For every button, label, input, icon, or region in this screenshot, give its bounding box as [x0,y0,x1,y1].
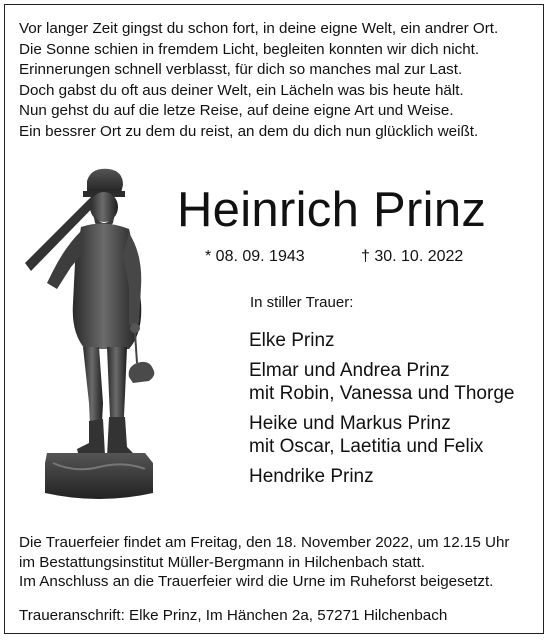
family-member-line: Heike und Markus Prinz [249,413,451,434]
poem-line: Vor langer Zeit gingst du schon fort, in deine eigne Welt, ein andrer Ort. [19,20,499,37]
family-member [249,329,549,352]
family-member-line: Elke Prinz [249,330,335,351]
poem [19,19,539,142]
family-member-line: Hendrike Prinz [249,466,374,487]
notice-line: Im Anschluss an die Trauerfeier wird die Urne im Ruheforst beigesetzt. [19,573,494,590]
notice-line: im Bestattungsinstitut Müller-Bergmann in Hilchenbach statt. [19,553,426,571]
mourning-label: In stiller Trauer: [250,294,354,311]
obituary-card [4,4,544,634]
mourning-address: Traueranschrift: Elke Prinz, Im Hänchen 2a, 57271 Hilchenbach [19,607,448,624]
poem-line: Ein bessrer Ort zu dem du reist, an dem du dich nun glücklich weißt. [19,122,479,140]
deceased-name: Heinrich Prinz [177,183,487,237]
birth-date: * 08. 09. 1943 [205,248,305,265]
notice-line: Die Trauerfeier findet am Freitag, den 18. November 2022, um 12.15 Uhr [19,534,510,551]
family-member [249,412,549,458]
family-member-line: mit Robin, Vanessa und Thorge [249,383,515,404]
family-list [249,329,549,495]
death-date: † 30. 10. 2022 [361,248,464,265]
miner-statue-icon [25,163,175,507]
family-member [249,465,549,488]
family-member [249,359,549,405]
poem-line: Die Sonne schien in fremdem Licht, begleiten konnten wir dich nicht. [19,40,480,58]
funeral-notice [19,533,544,592]
poem-line: Doch gabst du oft aus deiner Welt, ein Lächeln was bis heute hält. [19,81,464,99]
family-member-line: mit Oscar, Laetitia und Felix [249,436,484,457]
poem-line: Nun gehst du auf die letze Reise, auf deine eigne Art und Weise. [19,102,454,119]
family-member-line: Elmar und Andrea Prinz [249,360,450,381]
poem-line: Erinnerungen schnell verblasst, für dich so manches mal zur Last. [19,61,463,78]
